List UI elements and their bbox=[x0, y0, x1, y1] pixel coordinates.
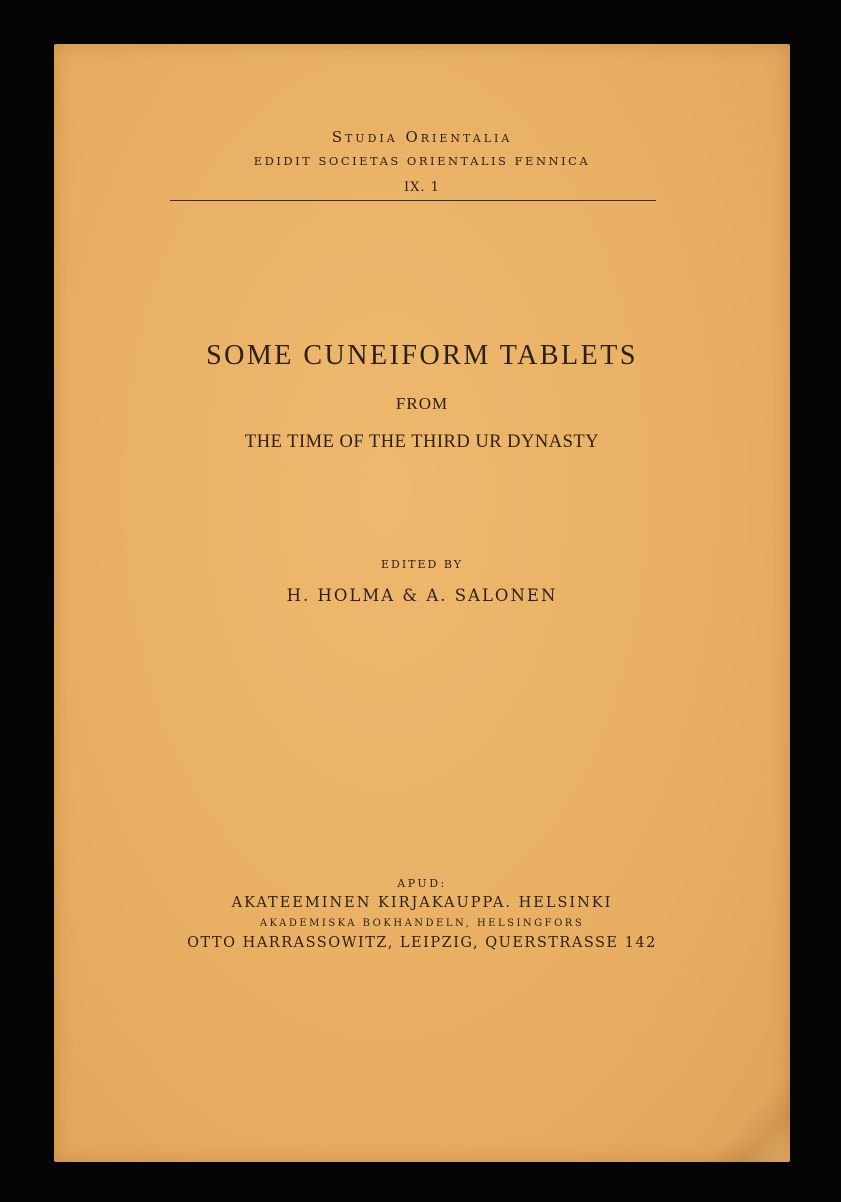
series-title: Studia Orientalia bbox=[331, 128, 513, 146]
publisher-leipzig: OTTO HARRASSOWITZ, LEIPZIG, QUERSTRASSE 142 bbox=[187, 935, 657, 951]
edited-by-label: EDITED BY bbox=[380, 558, 464, 571]
book-title: SOME CUNEIFORM TABLETS bbox=[206, 340, 638, 371]
series-number: IX. 1 bbox=[404, 180, 440, 195]
title-period: THE TIME OF THE THIRD UR DYNASTY bbox=[244, 432, 600, 452]
series-subtitle: EDIDIT SOCIETAS ORIENTALIS FENNICA bbox=[253, 154, 591, 168]
publisher-helsingfors: AKADEMISKA BOKHANDELN, HELSINGFORS bbox=[259, 918, 585, 929]
corner-crease bbox=[700, 1052, 790, 1162]
header-rule bbox=[170, 200, 656, 201]
book-cover bbox=[54, 44, 790, 1162]
publisher-helsinki: AKATEEMINEN KIRJAKAUPPA. HELSINKI bbox=[231, 895, 613, 911]
apud-label: APUD: bbox=[397, 877, 447, 890]
title-from: FROM bbox=[395, 394, 449, 413]
editors: H. HOLMA & A. SALONEN bbox=[286, 586, 558, 605]
